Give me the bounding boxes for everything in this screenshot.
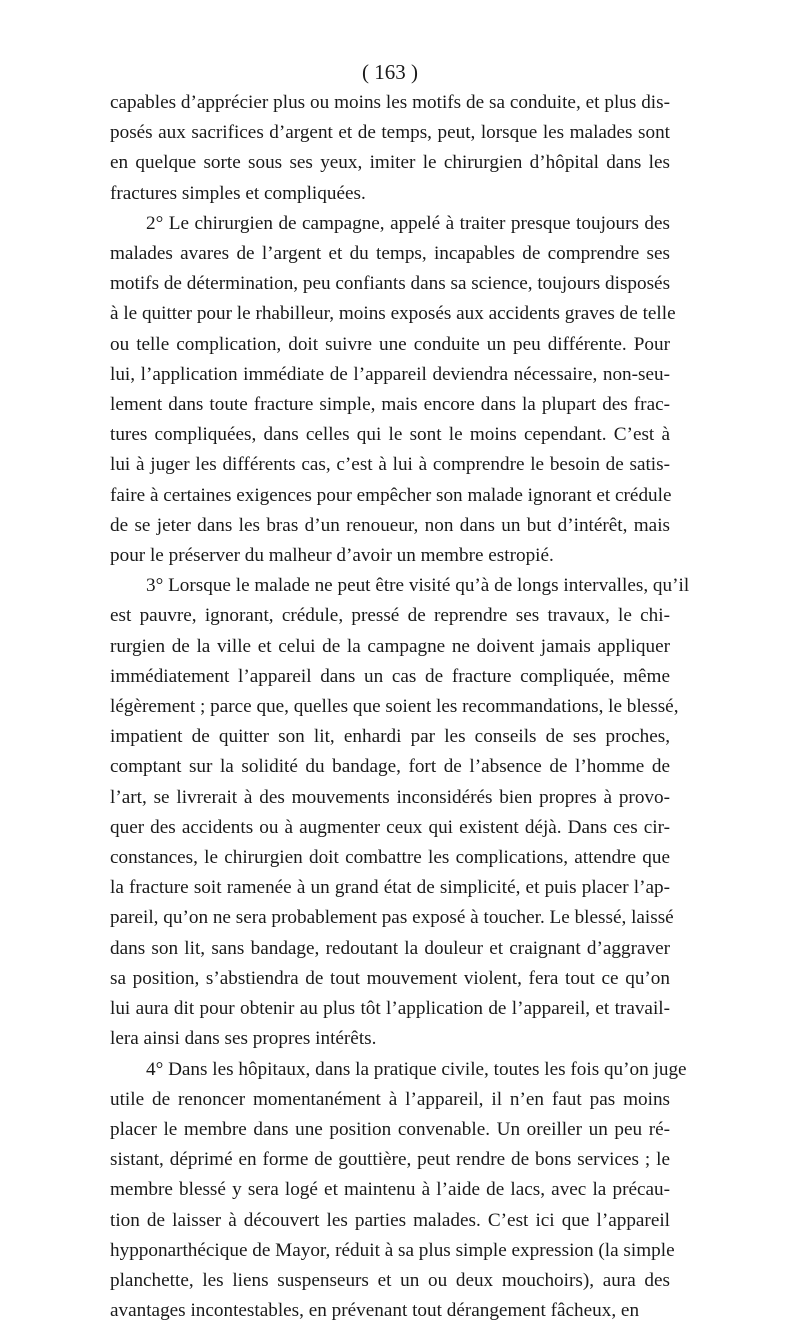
text-line: lement dans toute fracture simple, mais encore dans la plupart des frac-: [110, 390, 670, 420]
text-line: membre blessé y sera logé et maintenu à l’aide de lacs, avec la précau-: [110, 1175, 670, 1205]
text-line: avantages incontestables, en prévenant tout dérangement fâcheux, en: [110, 1296, 670, 1326]
text-line: constances, le chirurgien doit combattre les complications, attendre que: [110, 843, 670, 873]
text-line: 3° Lorsque le malade ne peut être visité qu’à de longs intervalles, qu’il: [110, 571, 670, 601]
text-line: utile de renoncer momentanément à l’appareil, il n’en faut pas moins: [110, 1085, 670, 1115]
text-line: l’art, se livrerait à des mouvements inconsidérés bien propres à provo-: [110, 783, 670, 813]
text-line: pareil, qu’on ne sera probablement pas exposé à toucher. Le blessé, laissé: [110, 903, 670, 933]
text-line: tures compliquées, dans celles qui le sont le moins cependant. C’est à: [110, 420, 670, 450]
text-line: pour le préserver du malheur d’avoir un membre estropié.: [110, 541, 670, 571]
text-line: sa position, s’abstiendra de tout mouvement violent, fera tout ce qu’on: [110, 964, 670, 994]
text-line: planchette, les liens suspenseurs et un ou deux mouchoirs), aura des: [110, 1266, 670, 1296]
text-line: faire à certaines exigences pour empêcher son malade ignorant et crédule: [110, 481, 670, 511]
paragraph: [110, 571, 670, 1054]
text-line: placer le membre dans une position convenable. Un oreiller un peu ré-: [110, 1115, 670, 1145]
paragraph: [110, 88, 670, 209]
text-line: légèrement ; parce que, quelles que soient les recommandations, le blessé,: [110, 692, 670, 722]
text-line: capables d’apprécier plus ou moins les motifs de sa conduite, et plus dis-: [110, 88, 670, 118]
text-line: ou telle complication, doit suivre une conduite un peu différente. Pour: [110, 330, 670, 360]
text-line: la fracture soit ramenée à un grand état de simplicité, et puis placer l’ap-: [110, 873, 670, 903]
text-line: posés aux sacrifices d’argent et de temps, peut, lorsque les malades sont: [110, 118, 670, 148]
text-line: malades avares de l’argent et du temps, incapables de comprendre ses: [110, 239, 670, 269]
text-line: est pauvre, ignorant, crédule, pressé de reprendre ses travaux, le chi-: [110, 601, 670, 631]
text-line: lera ainsi dans ses propres intérêts.: [110, 1024, 670, 1054]
text-line: 2° Le chirurgien de campagne, appelé à traiter presque toujours des: [110, 209, 670, 239]
paragraph: [110, 1055, 670, 1326]
text-line: fractures simples et compliquées.: [110, 179, 670, 209]
text-line: immédiatement l’appareil dans un cas de fracture compliquée, même: [110, 662, 670, 692]
text-line: motifs de détermination, peu confiants dans sa science, toujours disposés: [110, 269, 670, 299]
book-page: [110, 58, 670, 1326]
text-line: lui aura dit pour obtenir au plus tôt l’application de l’appareil, et travail-: [110, 994, 670, 1024]
text-line: quer des accidents ou à augmenter ceux qui existent déjà. Dans ces cir-: [110, 813, 670, 843]
text-line: à le quitter pour le rhabilleur, moins exposés aux accidents graves de telle: [110, 299, 670, 329]
text-line: rurgien de la ville et celui de la campagne ne doivent jamais appliquer: [110, 632, 670, 662]
text-line: tion de laisser à découvert les parties malades. C’est ici que l’appareil: [110, 1206, 670, 1236]
text-line: dans son lit, sans bandage, redoutant la douleur et craignant d’aggraver: [110, 934, 670, 964]
text-line: sistant, déprimé en forme de gouttière, peut rendre de bons services ; le: [110, 1145, 670, 1175]
text-line: 4° Dans les hôpitaux, dans la pratique civile, toutes les fois qu’on juge: [110, 1055, 670, 1085]
text-line: en quelque sorte sous ses yeux, imiter le chirurgien d’hôpital dans les: [110, 148, 670, 178]
page-number: ( 163 ): [110, 58, 670, 86]
text-line: hypponarthécique de Mayor, réduit à sa plus simple expression (la simple: [110, 1236, 670, 1266]
text-line: lui, l’application immédiate de l’appareil deviendra nécessaire, non-seu-: [110, 360, 670, 390]
text-line: de se jeter dans les bras d’un renoueur, non dans un but d’intérêt, mais: [110, 511, 670, 541]
text-line: impatient de quitter son lit, enhardi par les conseils de ses proches,: [110, 722, 670, 752]
body-text: [110, 88, 670, 1326]
text-line: comptant sur la solidité du bandage, fort de l’absence de l’homme de: [110, 752, 670, 782]
text-line: lui à juger les différents cas, c’est à lui à comprendre le besoin de satis-: [110, 450, 670, 480]
paragraph: [110, 209, 670, 571]
